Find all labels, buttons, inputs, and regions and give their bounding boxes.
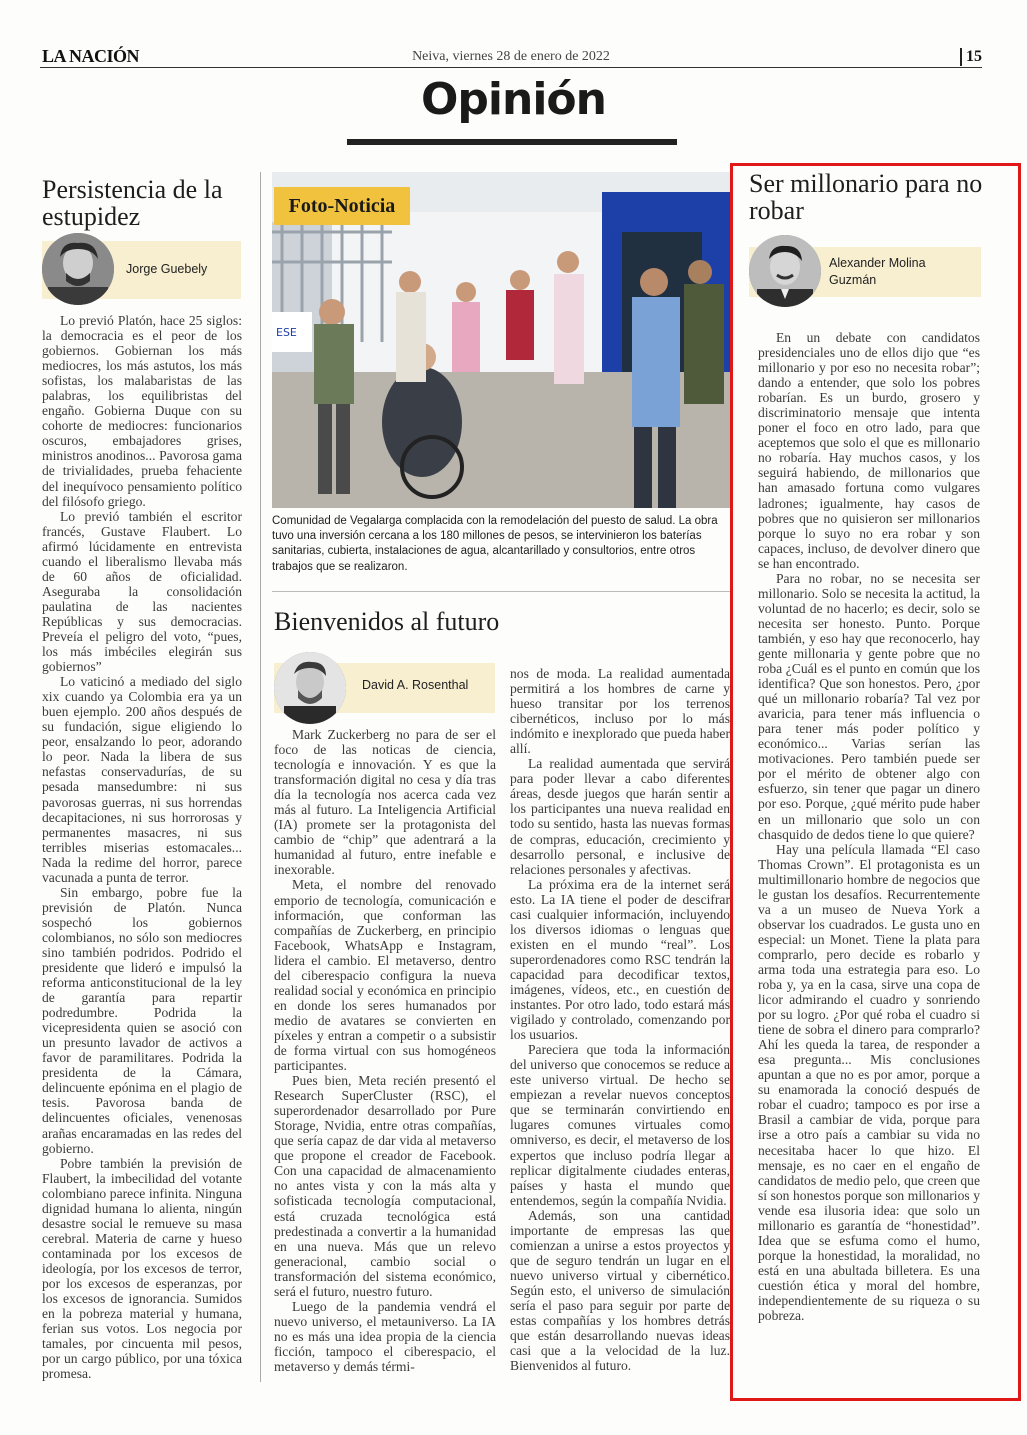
dateline: Neiva, viernes 28 de enero de 2022 [412,49,610,64]
article-title-bienvenidos: Bienvenidos al futuro [274,607,500,636]
article-paragraph: Luego de la pandemia vendrá el nuevo universo, el metauniverso. La IA no es más una idea propia de la ciencia ficción, tampoco el ciberespacio, el metaverso y demás térmi- [274,1298,496,1374]
article-paragraph: Lo previó también el escritor francés, Gustave Flaubert. Lo afirmó lúcidamente en entrevista cuando el liberalismo llevaba más de 60 años de oficialidad. Aseguraba la consolidación paulatina de las nacientes Repúblicas y sus democracias. Preveía el peligro del voto, “pues, los más imbéciles elegirán sus gobiernos” [42,508,242,675]
article-paragraph: Hay una película llamada “El caso Thomas Crown”. El protagonista es un multimillonario hombre de negocios que le gustan los desafíos. Recurrentemente va a un museo de Nueva York a observar los cuadrados. Le gusta uno en especial: un Monet. Tiene la plata para comprarlo, pero decide es robarlo y arma toda una estrategia para eso. Lo roba y, ya en la casa, sirve una copa de licor admirando el cuadro y sonriendo por su logro. ¿Por qué roba el cuadro si tiene de sobra el dinero para comprarlo? Ahí les queda la tarea, de responder a esa pregunta... Mis conclusiones apuntan a que no es por amor, porque a su enamorada la conoció después de robar el cuadro; tampoco es por irse a Brasil a cambiar de vida, porque para irse a otro país a cambiar su vida no necesitaba hacer lo que hizo. El mensaje, es no caer en el engaño de candidatos de medio pelo, que creen que sí son honestos porque son millonarios y vende esa ilusoria idea: que solo un millonario es garantía de “honestidad”. Idea que se esfuma como el humo, porque la honestidad, la moralidad, no está en una abultada billetera. Es una cuestión ética y moral del hombre, independientemente de su riqueza o su pobreza. [758,841,980,1324]
article-paragraph: Además, son una cantidad importante de empresas las que comienzan a unirse a estos proyectos y que de seguro tendrán un lugar en el nuevo universo virtual y cibernético. Según esto, el universo de simulación sería el paso para seguir por parte de estas compañías y los hombres detrás que están desarrollando nuevas ideas casi que a la velocidad de la luz. Bienvenidos al futuro. [510,1207,730,1374]
section-divider [272,591,730,592]
author-name-molina-line2: Guzmán [829,273,877,287]
foto-noticia-tag: Foto-Noticia [274,187,410,225]
article-paragraph: La próxima era de la internet será esto. La IA tiene el poder de descifrar casi cualquier información, incluyendo los diversos idiomas o lenguas que existen en el mundo “real”. Los superordenadores como RSC tendrán la capacidad para decodificar textos, imágenes, vídeos, etc., en cuestión de instantes. Por otro lado, todo estará más vigilado y controlado, comenzando por los usuarios. [510,876,730,1043]
article-paragraph: Sin embargo, pobre fue la previsión de Platón. Nunca sospechó los gobiernos colombianos, no sólo son mediocres sino también podridos. Podrido el presidente que lideró e impulsó la reforma anticonstitucional de la ley de garantía para repartir podredumbre. Podrida la vicepresidenta quien se asoció con un presunto lavador de activos a favor de paramilitares. Podrida la presidenta de la Cámara, delincuente epónima en el plagio de tesis. Pavorosa banda de delincuentes oficiales, venenosas arañas encaramadas en las redes del gobierno. [42,884,242,1156]
article-paragraph: Lo previó Platón, hace 25 siglos: la democracia es el peor de los gobiernos. Gobiernan los más mediocres, los más astutos, los más sofistas, los malabaristas de las palabras, los equilibristas del engaño. Gobierna Duque con su cohorte de mediocres: funcionarios oscuros, embajadores grises, ministros anodinos... Pavorosa gama de trivialidades, prueba fehaciente del inequívoco pensamiento político del filósofo griego. [42,313,242,509]
article-paragraph: Meta, el nombre del renovado emporio de tecnología, comunicación e información, que conforman las compañías de Zuckerberg, en principio Facebook, WhatsApp e Instagram, lidera el cambio. El metaverso, dentro del ciberespacio configura la nueva realidad social y económica en principio en donde los seres humanados por medio de avatares se convierten en píxeles y entran a competir o a subsistir de forma virtual con sus homogéneos participantes. [274,877,496,1074]
author-name-molina-line1: Alexander Molina [829,256,926,270]
article-title-persistencia: Persistencia de la estupidez [42,175,223,231]
masthead [40,46,982,68]
article-paragraph: Mark Zuckerberg no para de ser el foco de las noticas de ciencia, tecnología e innovación. Y es que la transformación digital no cesa y día tras día la tecnología nos acerca cada vez más al futuro. La Inteligencia Artificial (IA) promete ser la protagonista del cambio de “chip” que adentrará a la humanidad al futuro, entre inefable e inexorable. [274,727,496,878]
author-photo-rosenthal [274,652,346,724]
author-name-rosenthal: David A. Rosenthal [362,678,469,692]
article-body-bienvenidos-col1 [274,727,496,1374]
page-number: 15 [960,48,982,66]
author-photo-guebely [42,233,114,305]
byline-guebely [42,241,241,299]
building-sign-text: ESE [276,326,297,339]
article-body-bienvenidos-col2 [510,666,730,1373]
article-paragraph: nos de moda. La realidad aumentada permitirá a los hombres de carne y hueso transitar por los terrenos cibernéticos, incluso por lo más indómito e inexplorado que pueda haber allí. [510,666,730,757]
article-paragraph: Pues bien, Meta recién presentó el Research SuperCluster (RSC), el superordenador desarrollado por Pure Storage, Nvidia, entre otras compañías, que sería capaz de dar vida al metaverso que propone el creador de Facebook. Con una capacidad de almacenamiento no antes vista y con la más alta y sofisticada tecnología computacional, está cruzada tecnológica está predestinada a convertir a la humanidad en una nueva. Más que un relevo generacional, cambio social o transformación del sistema económico, será el futuro, nuestro futuro. [274,1073,496,1299]
article-paragraph: Pareciera que toda la información del universo que conocemos se reduce a este universo virtual. De hecho se empiezan a revelar nuevos conceptos que se terminarán convirtiendo en lugares comunes virtuales como omniverso, es decir, el metaverso de los expertos que incluso podría llegar a replicar digitalmente ciudades enteras, países y hasta el mundo que entendemos, según la compañía Nvidia. [510,1042,730,1208]
newspaper-logo: LA NACIÓN [42,46,140,66]
article-body-persistencia [42,313,242,1381]
article-paragraph: Lo vaticinó a mediado del siglo xix cuando ya Colombia era ya un buen ejemplo. 200 años después de su fundación, sigue eligiendo lo peor, ensalzando lo peor, adorando lo peor. Nada la libera de sus nefastas conservadurías, de su pesada mansedumbre: ni sus pavorosas guerras, ni sus horrendas decapitaciones, ni sus horrorosas y permanentes masacres, ni sus terribles miserias estomacales... Nada la redime del horror, parece vacunada a punta de terror. [42,674,242,885]
section-title: Opinión [421,74,606,125]
section-title-rule [347,139,677,145]
article-paragraph: Pobre también la previsión de Flaubert, la imbecilidad del votante colombiano parece infinita. Ninguna dignidad humana lo alienta, ningún desastre social le remueve su masa cerebral. Materia de carne y hueso contaminada por los excesos de ideología, por los excesos de terror, por los excesos de esperanzas, por los excesos de ignorancia. Sumidos en la pobreza material y humana, ferian sus votos. Los negocia por tamales, por cincuenta mil pesos, por un cargo público, por una tóxica promesa. [42,1155,242,1382]
byline-rosenthal [274,663,495,713]
column-divider [260,172,261,1382]
article-paragraph: Para no robar, no se necesita ser millonario. Solo se necesita la actitud, la voluntad de no hacerlo; es decir, solo se necesita ser honesto. Punto. Porque también, y eso hay que reconocerlo, hay gente millonaria y gente pobre que no roba ¿Cuál es el punto en común que los identifica? Que son honestos. Pero, ¿por qué un millonario robaría? Tal vez por avaricia, para tener más influencia o para tener más poder político y económico... Varias serían las motivaciones. Pero también puede ser por el mérito de obtener algo con esfuerzo, sin tener que pagar un dinero por eso. Porque, ¿qué mérito pude haber en un millonario que solo un con chasquido de dedos tiene lo que quiere? [758,570,980,842]
article-paragraph: La realidad aumentada que servirá para poder llevar a cabo diferentes áreas, desde juegos que harán sentir a los participantes una nueva realidad en todo su sentido, hasta las nuevas formas de compras, educación, crecimiento y desarrollo personal, e inclusive de relaciones personales y afectivas. [510,756,730,877]
article-paragraph: En un debate con candidatos presidenciales uno de ellos dijo que “es millonario y por eso no necesita robar”; dando a entender, que solo los pobres robarían. Es un burdo, grosero y discriminatorio mensaje que intenta poner el foco en otro lado, para que aceptemos que solo el que es millonario no robaría. Hay muchos casos, y los seguirá habiendo, de millonarios que han amasado fortuna como vulgares ladrones; igualmente, hay casos de pobres que no quisieron ser millonarios porque lo suyo no era robar y son capaces, incluso, de devolver dinero que se han encontrado. [758,330,980,571]
photo-caption: Comunidad de Vegalarga complacida con la remodelación del puesto de salud. La obra tuvo una inversión cercana a los 180 millones de pesos, se intervinieron los baterías sanitarias, cubierta, instalaciones de agua, alcantarillado y consultorios, entre otros trabajos que se realizaron. [272,515,718,573]
article-title-ser-millonario: Ser millonario para no robar [749,169,983,225]
highlight-box [730,163,1021,1401]
author-name-guebely: Jorge Guebely [126,262,208,276]
